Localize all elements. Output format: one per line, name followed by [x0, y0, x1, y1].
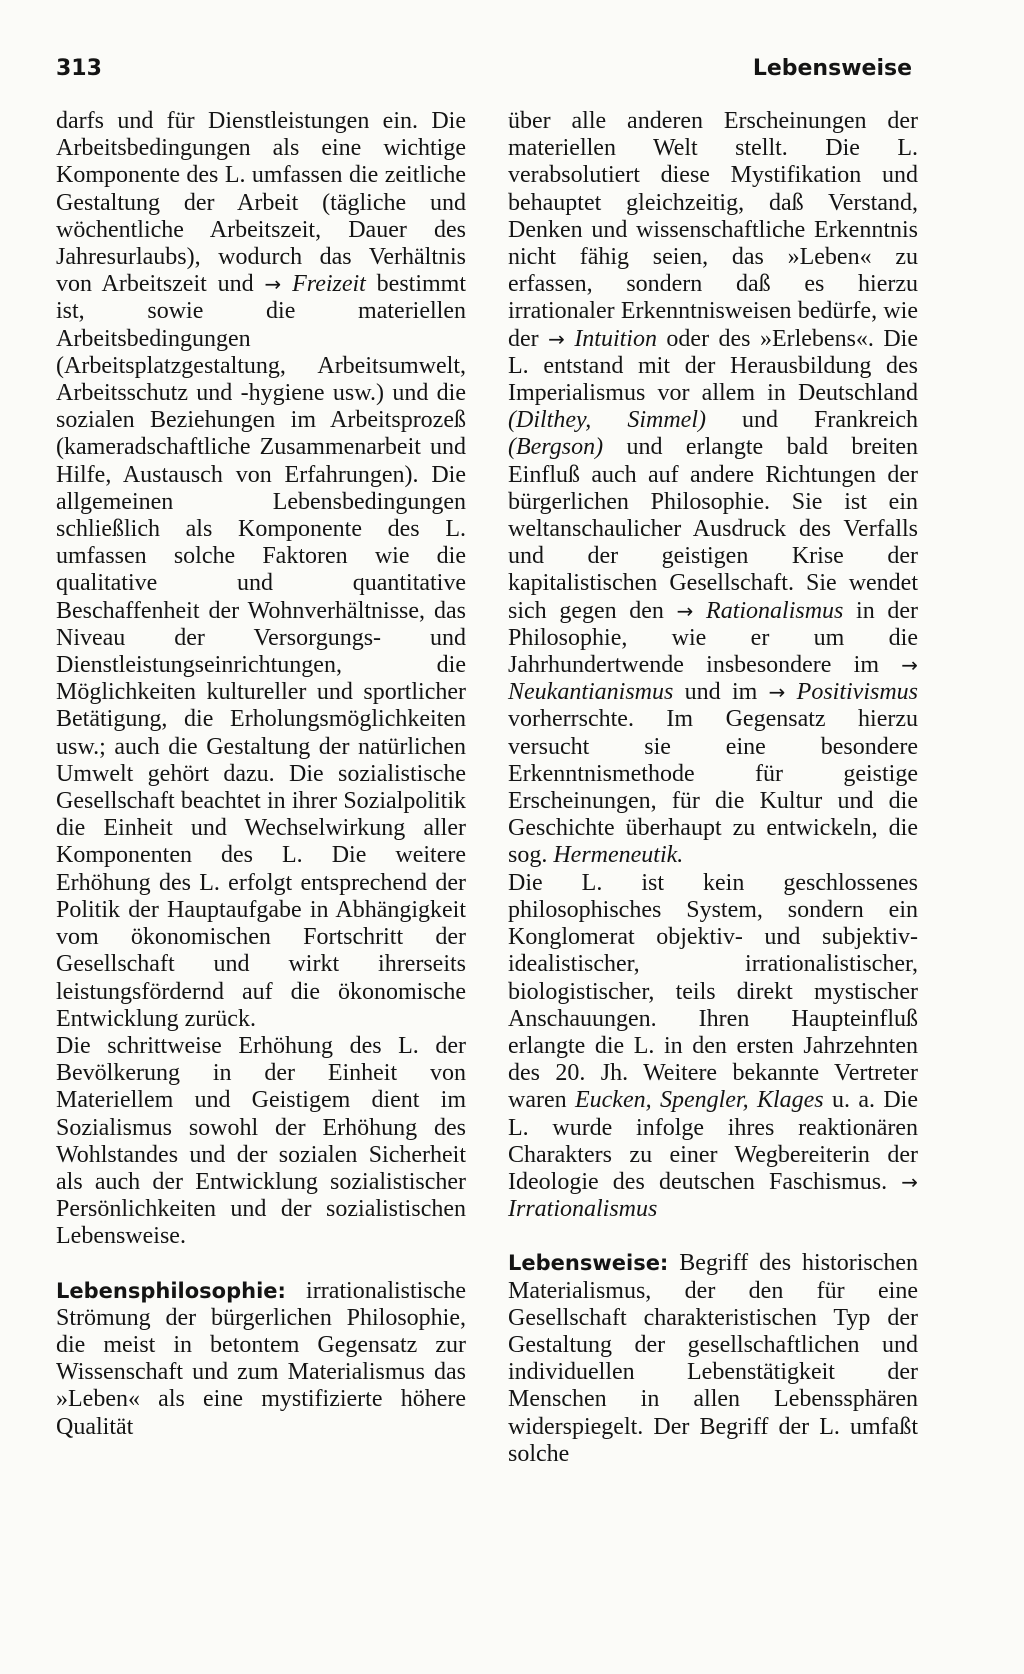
cross-reference-irrationalismus: Irrationalismus — [508, 1196, 658, 1223]
text-run: über alle anderen Erscheinungen der materiellen Welt stellt. Die L. verabsolutiert diese Mystifikation und behauptet gleichzeitig, daß Verstand, Denken und wissenschaftliche Erkenntnis nicht fähig seien, das »Leben« zu erfassen, sondern daß es hierzu irrationaler Erkenntnisweisen bedürfe, wie der — [508, 108, 918, 352]
page-header — [56, 56, 912, 90]
headword: Lebensphilosophie: — [56, 1278, 286, 1303]
cross-reference-arrow-icon: → — [676, 598, 694, 623]
text-run: Die L. ist kein geschlossenes philosophisches System, sondern ein Konglomerat objektiv- und subjektiv-idealistischer, irrationalistischer, biologistischer, teils direkt mystischer Anschauungen. Ihren Haupteinfluß erlangte die L. in den ersten Jahrzehnten des 20. Jh. Weitere bekannte Vertreter waren — [508, 869, 918, 1114]
text-run: oder des »Erlebens«. Die L. entstand mit der Herausbildung des Imperialismus vor allem in Deutschland — [508, 325, 918, 407]
text-run: und erlangte bald breiten Einfluß auch auf andere Richtungen der bürgerlichen Philosophie. Sie ist ein weltanschaulicher Ausdruck des Verfalls und der geistigen Krise der kapitalistischen Gesellschaft. Sie wendet sich gegen den — [508, 434, 918, 624]
cross-reference-neukantianismus: Neukantianismus — [508, 679, 674, 706]
text-run: und im — [673, 679, 769, 706]
name-bergson: (Bergson) — [508, 434, 604, 461]
entry-text: irrationalistische Strömung der bürgerlichen Philosophie, die meist in betontem Gegensatz zur Wissenschaft und zum Materialismus das »Leben« als eine mystifizierte höhere Qualität — [56, 1277, 466, 1440]
paragraph-lebensniveau-conclusion: Die schrittweise Erhöhung des L. der Bevölkerung in der Einheit von Materiellem und Geistigem dient im Sozialismus sowohl der Erhöhung des Wohlstandes und der sozialen Sicherheit als auch der Entwicklung sozialistischer Persönlichkeiten und der sozialistischen Lebensweise. — [56, 1032, 466, 1250]
text-run: darfs und für Dienstleistungen ein. Die Arbeitsbedingungen als eine wichtige Komponente des L. umfassen die zeitliche Gestaltung der Arbeit (tägliche und wöchentliche Arbeitszeit, Dauer des Jahresurlaubs), wodurch das Verhältnis von Arbeitszeit und — [56, 108, 466, 298]
text-run: und Frankreich — [705, 407, 918, 434]
paragraph-lebensphilosophie-system — [508, 870, 918, 1224]
page-number: 313 — [56, 56, 102, 81]
text-run: u. a. Die L. wurde infolge ihres reaktionären Charakters zu einer Wegbereiterin der Ideologie des deutschen Faschismus. — [508, 1087, 918, 1195]
entry-lebensweise — [508, 1250, 918, 1468]
running-head: Lebensweise — [752, 56, 912, 81]
right-column — [508, 108, 918, 1468]
names-dilthey-simmel: (Dilthey, Simmel) — [508, 407, 706, 434]
text-run: bestimmt ist, sowie die materiellen Arbeitsbedingungen (Arbeitsplatzgestaltung, Arbeitsumwelt, Arbeitsschutz und -hygiene usw.) und die sozialen Beziehungen im Arbeitsprozeß (kameradschaftliche Zusammenarbeit und Hilfe, Austausch von Erfahrungen). Die allgemeinen Lebensbedingungen schließlich als Komponente des L. umfassen solche Faktoren wie die qualitative und quantitative Beschaffenheit der Wohnverhältnisse, das Niveau der Versorgungs- und Dienstleistungseinrichtungen, die Möglichkeiten kultureller und sportlicher Betätigung, die Erholungsmöglichkeiten usw.; auch die Gestaltung der natürlichen Umwelt gehört dazu. Die sozialistische Gesellschaft beachtet in ihrer Sozialpolitik die Einheit und Wechselwirkung aller Komponenten des L. Die weitere Erhöhung des L. erfolgt entsprechend der Politik der Hauptaufgabe in Abhängigkeit vom ökonomischen Fortschritt der Gesellschaft und wirkt ihrerseits leistungsfördernd auf die ökonomische Entwicklung zurück. — [56, 271, 467, 1032]
term-hermeneutik: Hermeneutik. — [553, 842, 684, 869]
left-column — [56, 108, 466, 1441]
cross-reference-arrow-icon: → — [768, 680, 786, 705]
cross-reference-freizeit: Freizeit — [292, 271, 366, 298]
cross-reference-rationalismus: Rationalismus — [706, 597, 844, 624]
names-eucken-spengler-klages: Eucken, Spengler, Klages — [574, 1087, 824, 1114]
text-run: vorherrschte. Im Gegensatz hierzu versucht sie eine besondere Erkenntnismethode für geistige Erscheinungen, für die Kultur und die Geschichte überhaupt zu entwickeln, die sog. — [508, 706, 918, 869]
entry-lebensphilosophie — [56, 1278, 466, 1441]
paragraph-lebensniveau-continuation — [56, 108, 466, 1033]
headword: Lebensweise: — [508, 1251, 669, 1276]
entry-text: Begriff des historischen Materialismus, der den für eine Gesellschaft charakteristischen Typ der Gestaltung der gesellschaftlichen und individuellen Lebenstätigkeit der Menschen in allen Lebenssphären widerspiegelt. Der Begriff der L. umfaßt solche — [508, 1250, 918, 1467]
text-run: in der Philosophie, wie er um die Jahrhundertwende insbesondere im — [508, 597, 919, 679]
cross-reference-positivismus: Positivismus — [796, 679, 918, 706]
paragraph-lebensphilosophie-body — [508, 108, 918, 870]
cross-reference-arrow-icon: → — [901, 653, 918, 678]
cross-reference-intuition: Intuition — [574, 325, 657, 352]
cross-reference-arrow-icon: → — [901, 1169, 918, 1194]
cross-reference-arrow-icon: → — [264, 272, 282, 297]
cross-reference-arrow-icon: → — [548, 326, 565, 351]
